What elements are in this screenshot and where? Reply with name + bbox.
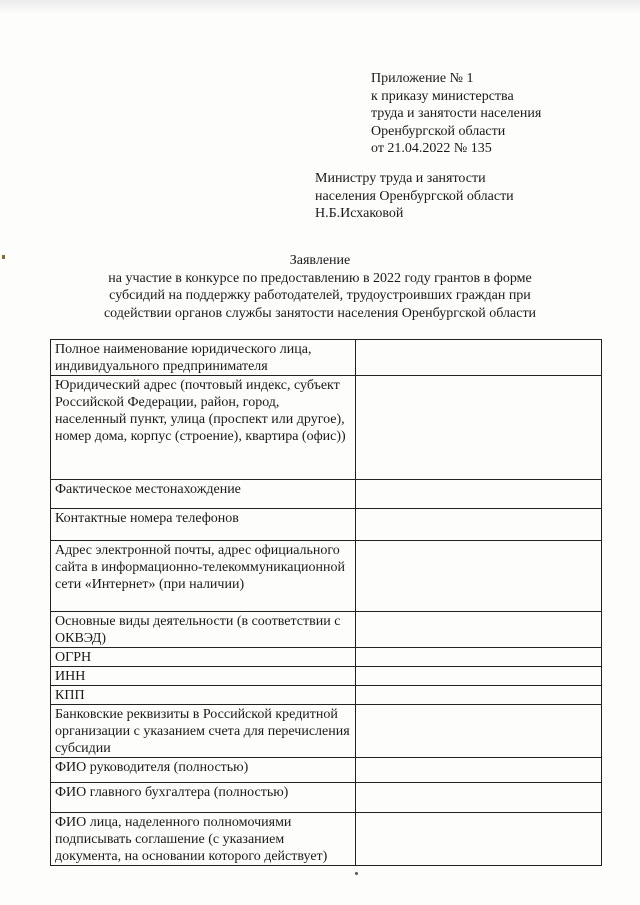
form-row-actual-location (51, 480, 602, 509)
form-label: Фактическое местонахождение (51, 480, 356, 509)
form-row-email-website (51, 541, 602, 612)
form-value-field[interactable] (355, 340, 601, 376)
form-label: Юридический адрес (почтовый индекс, субъект Российской Федерации, район, город, населенный пункт, улица (проспект или другое), номер дома, корпус (строение), квартира (офис)) (51, 376, 356, 480)
form-label: Адрес электронной почты, адрес официального сайта в информационно-телекоммуникационной сети «Интернет» (при наличии) (51, 541, 356, 612)
addressee-line: Министру труда и занятости (315, 171, 486, 186)
form-label: ФИО лица, наделенного полномочиями подписывать соглашение (с указанием документа, на основании которого действует) (51, 813, 356, 866)
title-heading: Заявление (289, 253, 351, 268)
form-label: Основные виды деятельности (в соответствии с ОКВЭД) (51, 612, 356, 648)
form-row-ogrn (51, 648, 602, 667)
form-value-field[interactable] (355, 648, 601, 667)
form-row-company-name (51, 340, 602, 376)
form-row-signatory-name (51, 813, 602, 866)
title-line: на участие в конкурсе по предоставлению в 2022 году грантов в форме (108, 270, 532, 286)
scan-mark (2, 255, 5, 259)
form-row-phones (51, 509, 602, 541)
form-row-accountant-name (51, 783, 602, 813)
appendix-reference (371, 70, 541, 158)
addressee-block (315, 170, 514, 223)
appendix-line: Приложение № 1 (371, 71, 474, 86)
form-label: ФИО главного бухгалтера (полностью) (51, 783, 356, 813)
appendix-line: Оренбургской области (371, 123, 506, 139)
form-label: ОГРН (51, 648, 356, 667)
form-value-field[interactable] (355, 612, 601, 648)
form-label: Полное наименование юридического лица, индивидуального предпринимателя (51, 340, 356, 376)
form-row-bank-details (51, 705, 602, 758)
form-label: Контактные номера телефонов (51, 509, 356, 541)
form-value-field[interactable] (355, 509, 601, 541)
form-row-inn (51, 667, 602, 686)
addressee-line: населения Оренбургской области (315, 188, 514, 204)
appendix-line: труда и занятости населения (371, 106, 542, 121)
scan-edge-shadow (0, 0, 640, 14)
form-value-field[interactable] (355, 376, 601, 480)
form-value-field[interactable] (355, 686, 601, 705)
addressee-line: Н.Б.Исхаковой (315, 206, 404, 221)
form-label: КПП (51, 686, 356, 705)
title-line: субсидий на поддержку работодателей, трудоустроивших граждан при (109, 288, 531, 303)
form-label: ИНН (51, 667, 356, 686)
appendix-line: от 21.04.2022 № 135 (371, 141, 492, 156)
form-value-field[interactable] (355, 758, 601, 783)
form-row-director-name (51, 758, 602, 783)
form-row-kpp (51, 686, 602, 705)
form-value-field[interactable] (355, 541, 601, 612)
form-value-field[interactable] (355, 783, 601, 813)
form-value-field[interactable] (355, 667, 601, 686)
form-row-legal-address (51, 376, 602, 480)
document-title (60, 252, 580, 322)
form-label: Банковские реквизиты в Российской кредитной организации с указанием счета для перечисления субсидии (51, 705, 356, 758)
appendix-line: к приказу министерства (371, 88, 514, 104)
scan-dot (355, 872, 358, 875)
form-value-field[interactable] (355, 705, 601, 758)
form-label: ФИО руководителя (полностью) (51, 758, 356, 783)
form-value-field[interactable] (355, 480, 601, 509)
form-value-field[interactable] (355, 813, 601, 866)
form-row-okved (51, 612, 602, 648)
title-line: содействии органов службы занятости населения Оренбургской области (103, 305, 537, 321)
application-form-table (50, 339, 602, 866)
